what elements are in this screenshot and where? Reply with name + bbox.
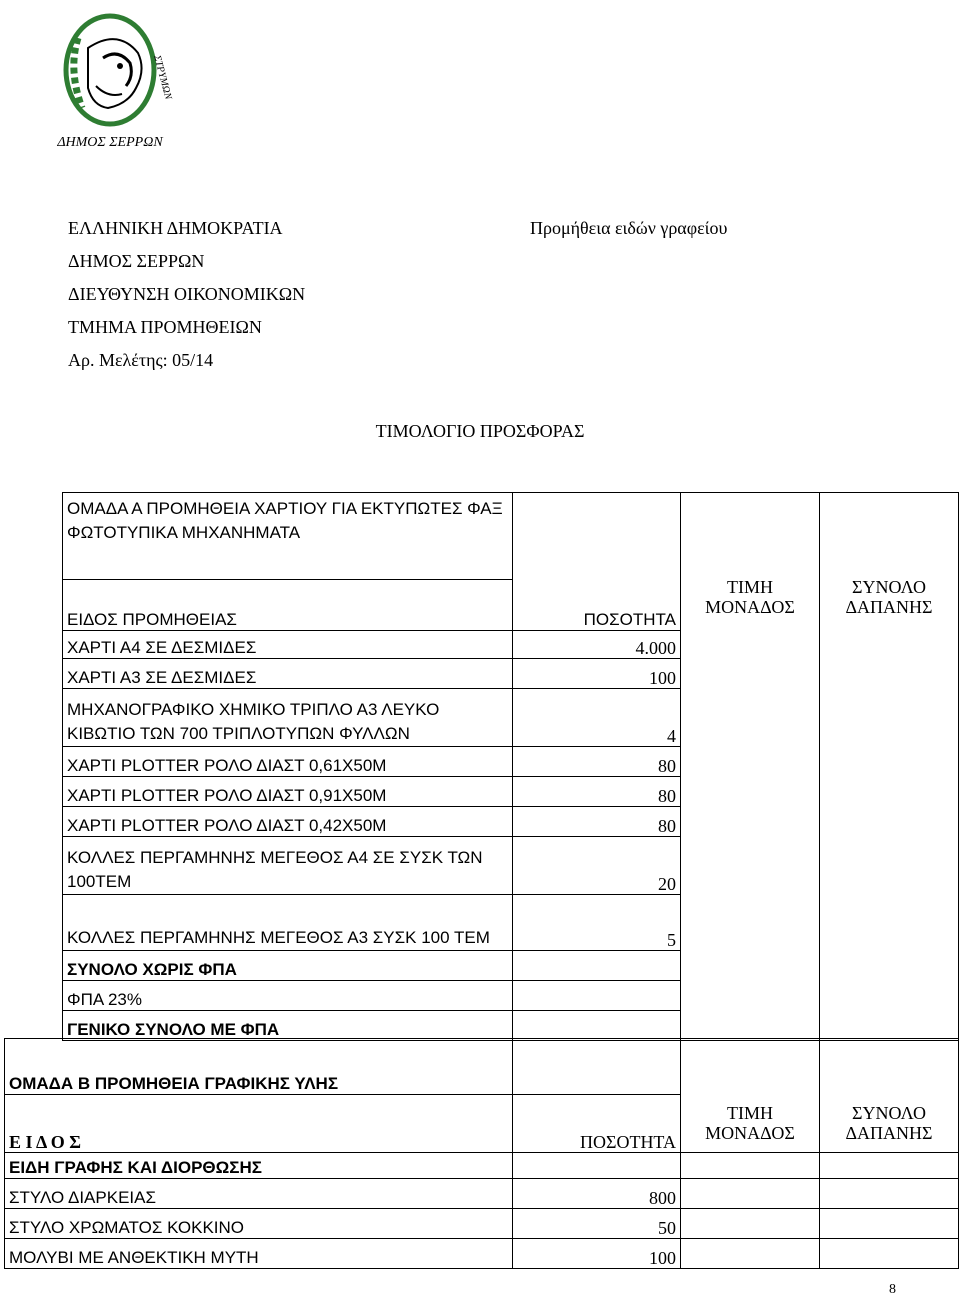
group-b-col-item: Ε Ι Δ Ο Σ bbox=[5, 1095, 513, 1153]
page-number: 8 bbox=[889, 1282, 896, 1297]
header-line-1: ΕΛΛΗΝΙΚΗ ΔΗΜΟΚΡΑΤΙΑ bbox=[68, 218, 283, 238]
vat-qty bbox=[513, 981, 681, 1011]
item-qty: 100 bbox=[513, 1239, 681, 1269]
table-row bbox=[5, 1209, 959, 1239]
item-total bbox=[820, 1239, 959, 1269]
group-b-col-price-1: ΤΙΜΗ bbox=[727, 1103, 773, 1123]
group-a-col-total bbox=[820, 493, 959, 1041]
item-name: ΚΟΛΛΕΣ ΠΕΡΓΑΜΗΝΗΣ ΜΕΓΕΘΟΣ Α3 ΣΥΣΚ 100 ΤΕΜ bbox=[63, 895, 513, 951]
group-b-col-price-2: ΜΟΝΑΔΟΣ bbox=[705, 1123, 795, 1143]
item-price bbox=[681, 1179, 820, 1209]
group-a-header-row bbox=[63, 493, 959, 631]
group-a-title-cell bbox=[63, 493, 513, 631]
grand-total-qty bbox=[513, 1011, 681, 1041]
group-b-col-price bbox=[681, 1039, 820, 1153]
group-a-col-qty: ΠΟΣΟΤΗΤΑ bbox=[513, 493, 681, 631]
item-total bbox=[820, 1179, 959, 1209]
table-row bbox=[5, 1239, 959, 1269]
group-b-section-total bbox=[820, 1153, 959, 1179]
item-qty: 4.000 bbox=[513, 631, 681, 659]
item-name: ΜΗΧΑΝΟΓΡΑΦΙΚΟ ΧΗΜΙΚΟ ΤΡΙΠΛΟ Α3 ΛΕΥΚΟ ΚΙΒΩΤΙΟ ΤΩΝ 700 ΤΡΙΠΛΟΤΥΠΩΝ ΦΥΛΛΩΝ bbox=[63, 689, 513, 747]
item-qty: 80 bbox=[513, 747, 681, 777]
header-line-2: ΔΗΜΟΣ ΣΕΡΡΩΝ bbox=[68, 251, 205, 271]
group-a-col-price-2: ΜΟΝΑΔΟΣ bbox=[705, 597, 795, 617]
vat-label: ΦΠΑ 23% bbox=[63, 981, 513, 1011]
group-a-col-total-2: ΔΑΠΑΝΗΣ bbox=[845, 597, 933, 617]
group-b-table bbox=[4, 1038, 959, 1269]
group-b-col-qty: ΠΟΣΟΤΗΤΑ bbox=[513, 1095, 681, 1153]
group-b-title-qty bbox=[513, 1039, 681, 1095]
logo-side-text: ΣΤΡΥΜΩΝ bbox=[151, 53, 174, 101]
group-a-col-price-1: ΤΙΜΗ bbox=[727, 577, 773, 597]
item-total bbox=[820, 1209, 959, 1239]
subtotal-qty bbox=[513, 951, 681, 981]
item-name: ΧΑΡΤΙ PLOTTER ΡΟΛΟ ΔΙΑΣΤ 0,91Χ50Μ bbox=[63, 777, 513, 807]
group-a-col-item: ΕΙΔΟΣ ΠΡΟΜΗΘΕΙΑΣ bbox=[63, 579, 512, 630]
subtotal-label: ΣΥΝΟΛΟ ΧΩΡΙΣ ΦΠΑ bbox=[63, 951, 513, 981]
item-price bbox=[681, 1239, 820, 1269]
item-qty: 4 bbox=[513, 689, 681, 747]
logo-caption: ΔΗΜΟΣ ΣΕΡΡΩΝ bbox=[57, 135, 163, 150]
group-b-section-price bbox=[681, 1153, 820, 1179]
item-name: ΜΟΛΥΒΙ ΜΕ ΑΝΘΕΚΤΙΚΗ ΜΥΤΗ bbox=[5, 1239, 513, 1269]
item-name: ΚΟΛΛΕΣ ΠΕΡΓΑΜΗΝΗΣ ΜΕΓΕΘΟΣ Α4 ΣΕ ΣΥΣΚ ΤΩΝ 100ΤΕΜ bbox=[63, 837, 513, 895]
group-a-col-price bbox=[681, 493, 820, 1041]
item-name: ΣΤΥΛΟ ΔΙΑΡΚΕΙΑΣ bbox=[5, 1179, 513, 1209]
group-b-section: ΕΙΔΗ ΓΡΑΦΗΣ ΚΑΙ ΔΙΟΡΘΩΣΗΣ bbox=[5, 1153, 513, 1179]
municipality-logo bbox=[48, 8, 178, 158]
study-number: Αρ. Μελέτης: 05/14 bbox=[68, 350, 214, 370]
item-qty: 800 bbox=[513, 1179, 681, 1209]
grand-total-label: ΓΕΝΙΚΟ ΣΥΝΟΛΟ ΜΕ ΦΠΑ bbox=[63, 1011, 513, 1041]
group-a-table bbox=[62, 492, 959, 1041]
table-row bbox=[5, 1179, 959, 1209]
group-a-col-total-1: ΣΥΝΟΛΟ bbox=[852, 577, 926, 597]
group-b-col-total-2: ΔΑΠΑΝΗΣ bbox=[845, 1123, 933, 1143]
item-name: ΣΤΥΛΟ ΧΡΩΜΑΤΟΣ ΚΟΚΚΙΝΟ bbox=[5, 1209, 513, 1239]
document-title: ΤΙΜΟΛΟΓΙΟ ΠΡΟΣΦΟΡΑΣ bbox=[375, 421, 585, 441]
group-a-title: ΟΜΑΔΑ Α ΠΡΟΜΗΘΕΙΑ ΧΑΡΤΙΟΥ ΓΙΑ ΕΚΤΥΠΩΤΕΣ ΦΑΞ ΦΩΤΟΤΥΠΙΚΑ ΜΗΧΑΝΗΜΑΤΑ bbox=[67, 499, 503, 542]
item-qty: 80 bbox=[513, 777, 681, 807]
item-name: ΧΑΡΤΙ PLOTTER ΡΟΛΟ ΔΙΑΣΤ 0,61Χ50Μ bbox=[63, 747, 513, 777]
group-b-col-total-1: ΣΥΝΟΛΟ bbox=[852, 1103, 926, 1123]
item-price bbox=[681, 1209, 820, 1239]
item-qty: 100 bbox=[513, 659, 681, 689]
item-name: ΧΑΡΤΙ PLOTTER ΡΟΛΟ ΔΙΑΣΤ 0,42Χ50Μ bbox=[63, 807, 513, 837]
item-qty: 5 bbox=[513, 895, 681, 951]
group-b-title: ΟΜΑΔΑ Β ΠΡΟΜΗΘΕΙΑ ΓΡΑΦΙΚΗΣ ΥΛΗΣ bbox=[5, 1039, 513, 1095]
item-name: ΧΑΡΤΙ Α4 ΣΕ ΔΕΣΜΙΔΕΣ bbox=[63, 631, 513, 659]
item-name: ΧΑΡΤΙ Α3 ΣΕ ΔΕΣΜΙΔΕΣ bbox=[63, 659, 513, 689]
group-b-section-qty bbox=[513, 1153, 681, 1179]
logo-emblem-icon bbox=[48, 8, 178, 158]
header-line-3: ΔΙΕΥΘΥΝΣΗ ΟΙΚΟΝΟΜΙΚΩΝ bbox=[68, 284, 306, 304]
subject-line: Προμήθεια ειδών γραφείου bbox=[530, 218, 728, 238]
group-b-title-row bbox=[5, 1039, 959, 1095]
group-b-section-row bbox=[5, 1153, 959, 1179]
header-line-4: ΤΜΗΜΑ ΠΡΟΜΗΘΕΙΩΝ bbox=[68, 317, 262, 337]
item-qty: 20 bbox=[513, 837, 681, 895]
item-qty: 50 bbox=[513, 1209, 681, 1239]
group-b-col-total bbox=[820, 1039, 959, 1153]
item-qty: 80 bbox=[513, 807, 681, 837]
